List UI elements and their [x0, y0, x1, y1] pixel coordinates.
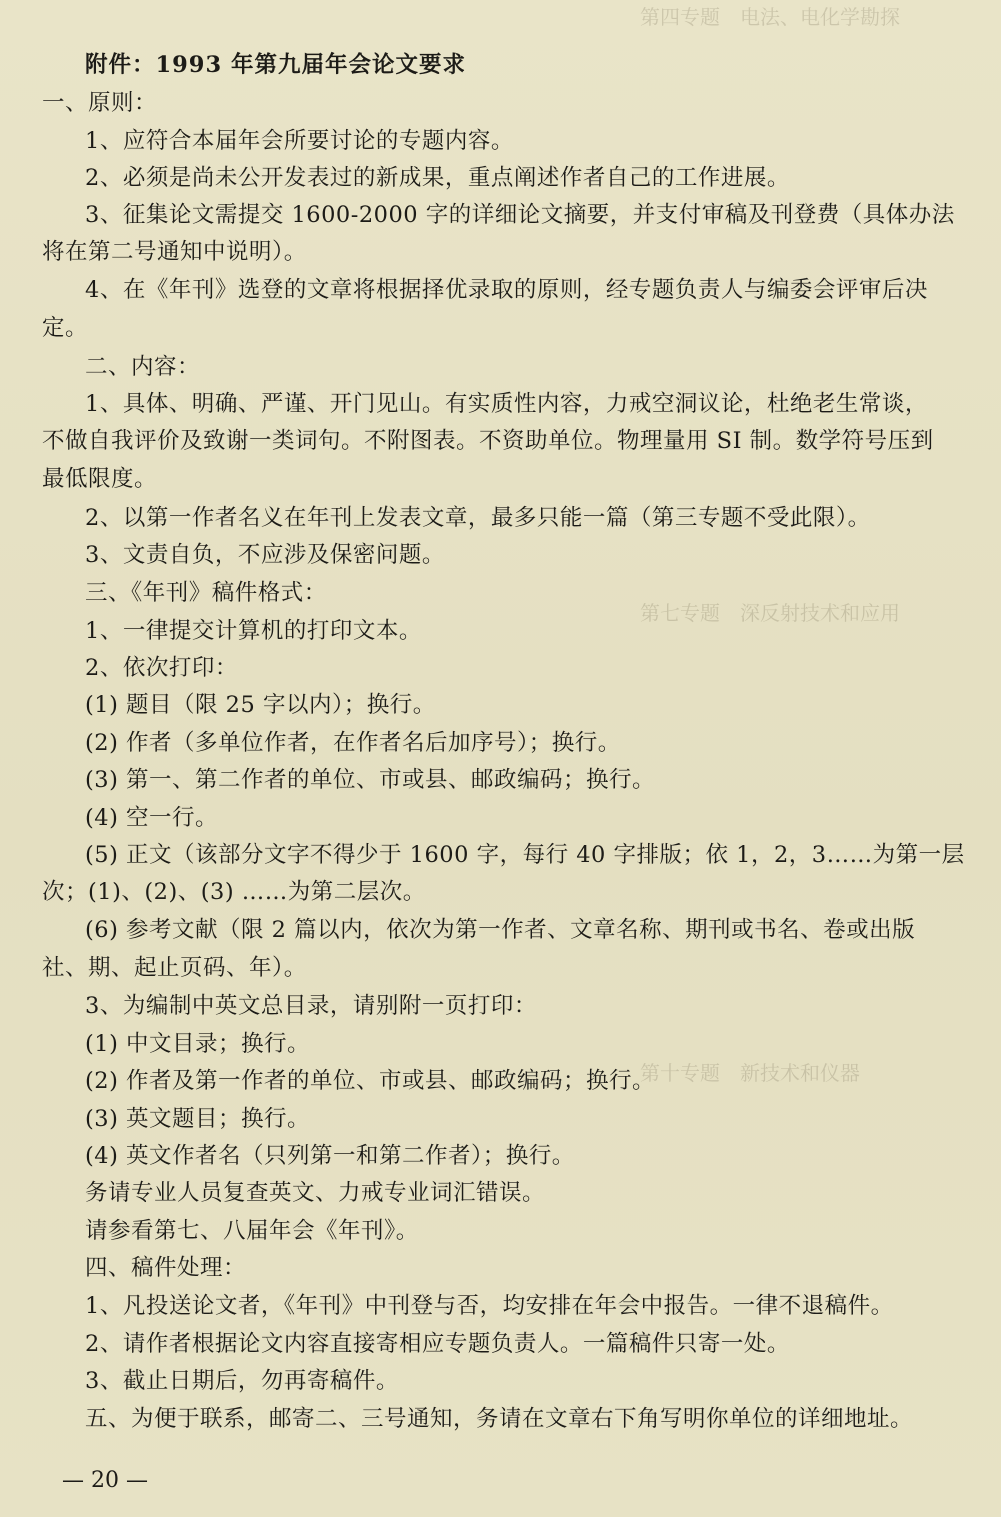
- document-title: 附件：1993 年第九届年会论文要求: [85, 52, 466, 78]
- text-line: (1) 题目（限 25 字以内）；换行。: [85, 692, 436, 718]
- text-line: (2) 作者（多单位作者，在作者名后加序号）；换行。: [85, 730, 621, 756]
- text-line: (6) 参考文献（限 2 篇以内，依次为第一作者、文章名称、期刊或书名、卷或出版: [85, 917, 916, 943]
- text-line: 社、期、起止页码、年）。: [42, 955, 307, 981]
- text-line: (3) 第一、第二作者的单位、市或县、邮政编码；换行。: [85, 767, 656, 793]
- text-line: 不做自我评价及致谢一类词句。不附图表。不资助单位。物理量用 SI 制。数学符号压到: [42, 428, 934, 454]
- bleed-through-text: 第十专题 新技术和仪器: [640, 1061, 860, 1085]
- text-line: (3) 英文题目；换行。: [85, 1106, 311, 1132]
- text-line: (2) 作者及第一作者的单位、市或县、邮政编码；换行。: [85, 1068, 656, 1094]
- text-line: (4) 空一行。: [85, 805, 219, 831]
- text-line: 请参看第七、八届年会《年刊》。: [85, 1218, 419, 1244]
- page-number: — 20 —: [62, 1468, 148, 1493]
- text-line: 四、稿件处理：: [85, 1255, 247, 1281]
- text-line: 3、为编制中英文总目录，请别附一页打印：: [85, 993, 537, 1019]
- text-line: 1、应符合本届年会所要讨论的专题内容。: [85, 128, 514, 154]
- text-line: 次；(1)、(2)、(3) ……为第二层次。: [42, 879, 426, 905]
- text-line: 1、具体、明确、严谨、开门见山。有实质性内容，力戒空洞议论，杜绝老生常谈，: [85, 391, 928, 417]
- text-line: 2、以第一作者名义在年刊上发表文章，最多只能一篇（第三专题不受此限）。: [85, 505, 871, 531]
- text-line: 3、征集论文需提交 1600-2000 字的详细论文摘要，并支付审稿及刊登费（具体办法: [85, 202, 955, 228]
- text-line: 务请专业人员复查英文、力戒专业词汇错误。: [85, 1180, 546, 1206]
- text-line: 3、截止日期后，勿再寄稿件。: [85, 1368, 399, 1394]
- text-line: 1、凡投送论文者，《年刊》中刊登与否，均安排在年会中报告。一律不退稿件。: [85, 1293, 894, 1319]
- text-line: 五、为便于联系，邮寄二、三号通知，务请在文章右下角写明你单位的详细地址。: [85, 1406, 914, 1432]
- text-line: 1、一律提交计算机的打印文本。: [85, 618, 422, 644]
- text-line: 2、必须是尚未公开发表过的新成果，重点阐述作者自己的工作进展。: [85, 165, 790, 191]
- text-line: (5) 正文（该部分文字不得少于 1600 字，每行 40 字排版；依 1，2，3……为第一层: [85, 842, 965, 868]
- text-line: (4) 英文作者名（只列第一和第二作者）；换行。: [85, 1143, 575, 1169]
- text-line: 2、请作者根据论文内容直接寄相应专题负责人。一篇稿件只寄一处。: [85, 1331, 790, 1357]
- text-line: 最低限度。: [42, 466, 158, 492]
- text-line: 4、在《年刊》选登的文章将根据择优录取的原则，经专题负责人与编委会评审后决: [85, 277, 928, 303]
- text-line: 一、原则：: [42, 90, 158, 116]
- text-line: 定。: [42, 315, 89, 341]
- bleed-through-text: 第七专题 深反射技术和应用: [640, 601, 900, 625]
- bleed-through-text: 第四专题 电法、电化学勘探: [640, 5, 900, 29]
- text-line: 二、内容：: [85, 354, 201, 380]
- text-line: 将在第二号通知中说明）。: [42, 239, 307, 265]
- text-line: 三、《年刊》稿件格式：: [85, 580, 327, 606]
- text-line: 2、依次打印：: [85, 655, 238, 681]
- text-line: 3、文责自负，不应涉及保密问题。: [85, 542, 445, 568]
- text-line: (1) 中文目录；换行。: [85, 1031, 311, 1057]
